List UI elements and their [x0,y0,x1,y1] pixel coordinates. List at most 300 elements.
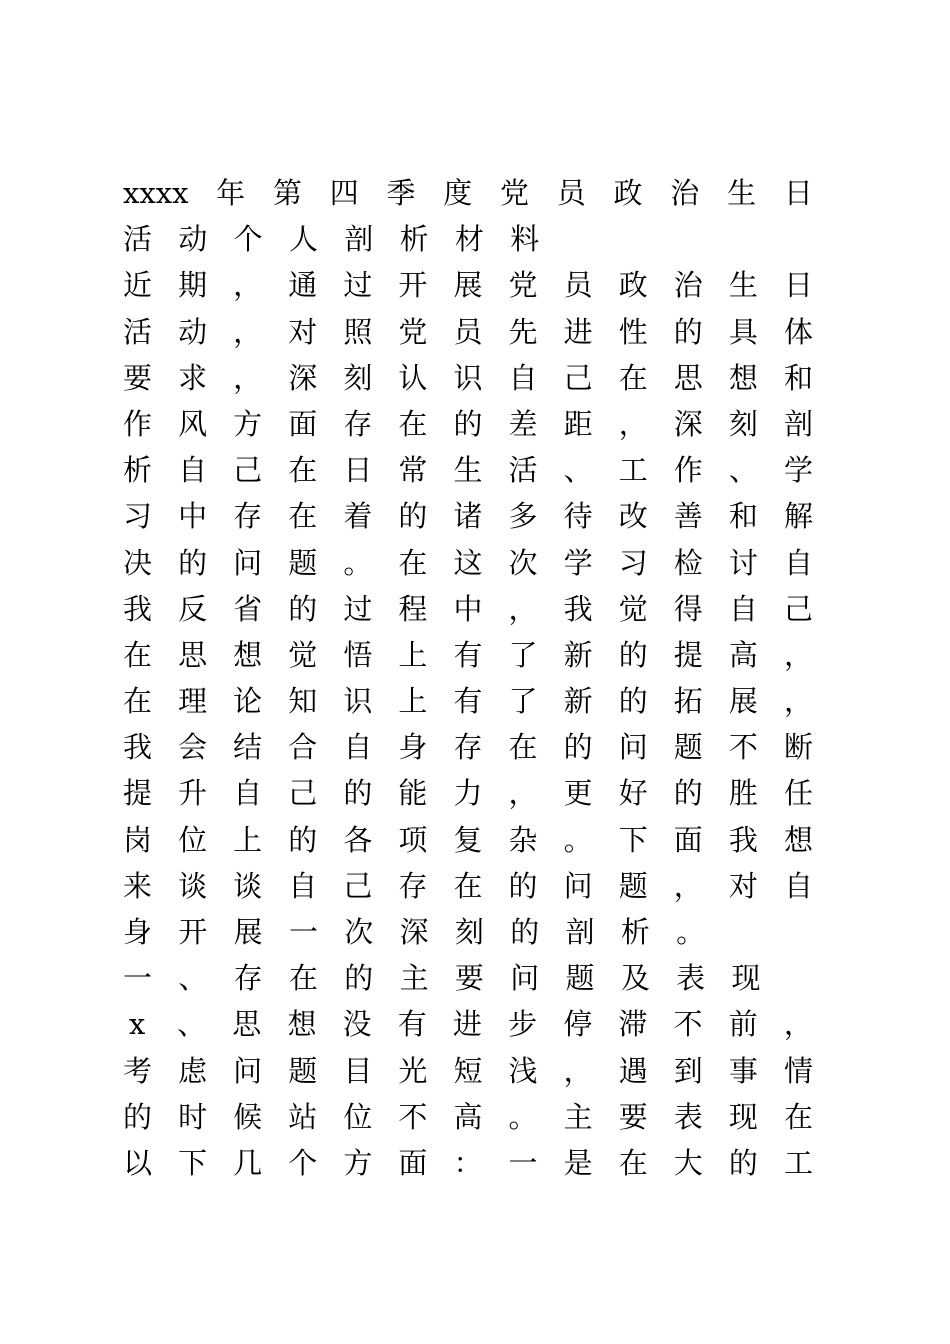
paragraph-line [123,770,813,816]
text-glyph: 没 [342,1007,372,1042]
paragraph-line [123,1001,813,1047]
text-glyph: 结 [233,730,263,765]
text-glyph: 题 [565,961,595,996]
text-glyph: ， [673,868,703,903]
text-glyph: 自 [343,730,373,765]
text-glyph: 在 [618,1145,648,1180]
text-glyph: 过 [343,591,373,626]
text-glyph: 题 [288,1053,318,1088]
text-glyph: 党 [508,268,538,303]
text-glyph: 和 [728,499,758,534]
text-glyph: 具 [728,314,758,349]
text-glyph: 步 [508,1007,538,1042]
text-glyph: 在 [398,545,428,580]
text-glyph: 工 [783,1145,813,1180]
text-glyph: 。 [676,915,706,949]
text-glyph: 进 [452,1007,482,1042]
text-glyph: 在 [453,868,483,903]
text-glyph: 升 [178,776,208,811]
text-glyph: 问 [510,961,540,996]
text-glyph: 下 [178,1145,208,1180]
text-glyph: 合 [288,730,318,765]
text-glyph: 更 [563,776,593,811]
text-glyph: 题 [618,868,648,903]
text-glyph: 开 [398,268,428,303]
text-glyph: 的 [728,1145,758,1180]
text-glyph: 自 [288,868,318,903]
text-glyph: 的 [508,868,538,903]
paragraph-line [123,586,813,632]
text-glyph: x [128,1007,146,1042]
text-glyph: 治 [673,268,703,303]
text-glyph: ， [783,637,813,672]
text-glyph: 方 [233,406,263,441]
text-glyph: 日 [783,176,813,210]
text-glyph: 次 [508,545,538,580]
text-glyph: 动 [178,314,208,349]
paragraph-line [123,1140,813,1186]
text-glyph: 中 [178,499,208,534]
text-glyph: 党 [398,314,428,349]
text-glyph: 讨 [728,545,758,580]
text-glyph: 期 [178,268,208,303]
text-glyph: 在 [288,453,318,488]
paragraph-line [123,817,813,863]
text-glyph: 想 [233,637,263,672]
text-glyph: 、 [178,961,208,996]
text-glyph: 知 [288,684,318,719]
text-glyph: 剖 [565,915,595,949]
paragraph-line [123,447,813,493]
text-glyph: 现 [728,1099,758,1134]
text-glyph: 在 [288,961,318,996]
text-glyph: 的 [123,1099,153,1134]
text-glyph: 活 [123,222,153,257]
text-glyph: 存 [453,730,483,765]
text-glyph: 展 [233,915,263,949]
text-glyph: 中 [453,591,483,626]
text-glyph: 生 [453,453,483,488]
text-glyph: 一 [508,1145,538,1180]
text-glyph: 虑 [178,1053,208,1088]
text-glyph: 有 [453,684,483,719]
text-glyph: 杂 [508,822,538,857]
text-glyph: 情 [783,1053,813,1088]
text-glyph: 存 [233,961,263,996]
text-glyph: 近 [123,268,153,303]
paragraph-line [123,955,813,1001]
text-glyph: 方 [343,1145,373,1180]
text-glyph: 时 [178,1099,208,1134]
text-glyph: 能 [398,776,428,811]
text-glyph: 通 [288,268,318,303]
text-glyph: 日 [343,453,373,488]
text-glyph: 料 [510,222,540,257]
text-glyph: 一 [288,915,318,949]
text-glyph: 位 [343,1099,373,1134]
text-glyph: 身 [398,730,428,765]
text-glyph: 、 [728,453,758,488]
text-glyph: 前 [728,1007,758,1042]
text-glyph: 上 [233,822,263,857]
text-glyph: 深 [288,360,318,395]
text-glyph: 光 [398,1053,428,1088]
text-glyph: 政 [613,176,643,210]
text-glyph: 不 [673,1007,703,1042]
text-glyph: 。 [343,545,373,580]
text-glyph: 程 [398,591,428,626]
text-glyph: 党 [500,176,530,210]
text-glyph: 自 [178,453,208,488]
text-glyph: 论 [233,684,263,719]
text-glyph: 的 [343,776,373,811]
text-glyph: 要 [454,961,484,996]
text-glyph: 己 [343,868,373,903]
text-glyph: 存 [343,406,373,441]
text-glyph: 着 [343,499,373,534]
text-glyph: 析 [620,915,650,949]
text-glyph: ： [453,1145,483,1180]
text-glyph: 深 [399,915,429,949]
text-glyph: 学 [783,453,813,488]
text-glyph: 深 [673,406,703,441]
text-glyph: 对 [728,868,758,903]
text-glyph: 下 [618,822,648,857]
text-glyph: 要 [123,360,153,395]
text-glyph: 会 [178,730,208,765]
text-glyph: 认 [398,360,428,395]
text-glyph: 识 [343,684,373,719]
text-glyph: 生 [728,268,758,303]
text-glyph: 目 [343,1053,373,1088]
text-glyph: ， [563,1053,593,1088]
text-glyph: ， [233,314,263,349]
text-glyph: 站 [288,1099,318,1134]
text-glyph: 面 [673,822,703,857]
text-glyph: 距 [563,406,593,441]
text-glyph: 的 [453,406,483,441]
text-glyph: 理 [178,684,208,719]
text-glyph: 在 [288,499,318,534]
text-glyph: 悟 [343,637,373,672]
text-glyph: 风 [178,406,208,441]
text-glyph: 到 [673,1053,703,1088]
text-glyph: 诸 [453,499,483,534]
text-glyph: 己 [563,360,593,395]
text-glyph: 识 [453,360,483,395]
text-glyph: 来 [123,868,153,903]
text-glyph: 政 [618,268,648,303]
text-glyph: 材 [454,222,484,257]
text-glyph: 展 [453,268,483,303]
text-glyph: 度 [443,176,473,210]
paragraph-line [123,863,813,909]
text-glyph: 滞 [618,1007,648,1042]
text-glyph: 习 [123,499,153,534]
text-glyph: 反 [178,591,208,626]
text-glyph: 我 [728,822,758,857]
text-glyph: 的 [673,314,703,349]
text-glyph: 照 [343,314,373,349]
text-glyph: 表 [676,961,706,996]
document-title-line [123,216,813,262]
text-glyph: 题 [673,730,703,765]
text-glyph: 剖 [783,406,813,441]
text-glyph: 活 [123,314,153,349]
text-glyph: 动 [178,222,208,257]
text-glyph: 个 [233,222,263,257]
text-glyph: 自 [783,868,813,903]
text-glyph: 的 [563,730,593,765]
text-glyph: 体 [783,314,813,349]
text-glyph: 任 [783,776,813,811]
paragraph-line [123,724,813,770]
text-glyph: 习 [618,545,648,580]
text-glyph: 上 [398,684,428,719]
text-glyph: 的 [398,499,428,534]
paragraph-line [123,309,813,355]
text-glyph: 刻 [343,360,373,395]
text-glyph: 要 [618,1099,648,1134]
text-glyph: 浅 [508,1053,538,1088]
text-glyph: 及 [620,961,650,996]
text-glyph: 四 [329,176,359,210]
text-glyph: ， [233,360,263,395]
text-glyph: 刻 [454,915,484,949]
text-glyph: 作 [673,453,703,488]
text-glyph: 胜 [728,776,758,811]
text-glyph: 谈 [178,868,208,903]
text-glyph: 性 [618,314,648,349]
text-glyph: 求 [178,360,208,395]
text-glyph: 有 [397,1007,427,1042]
text-glyph: 拓 [673,684,703,719]
paragraph-line [123,401,813,447]
text-glyph: 现 [731,961,761,996]
text-glyph: 思 [178,637,208,672]
text-glyph: 个 [288,1145,318,1180]
text-glyph: 短 [453,1053,483,1088]
text-glyph: 的 [618,684,648,719]
text-glyph: ， [618,406,648,441]
text-glyph: 提 [673,637,703,672]
text-glyph: 己 [233,453,263,488]
text-glyph: 员 [563,268,593,303]
text-glyph: 面 [398,1145,428,1180]
text-glyph: 自 [728,591,758,626]
text-glyph: 提 [123,776,153,811]
text-glyph: 项 [398,822,428,857]
text-glyph: 。 [563,822,593,857]
text-glyph: ， [233,268,263,303]
text-glyph: 。 [508,1099,538,1134]
text-glyph: 想 [728,360,758,395]
text-glyph: 问 [563,868,593,903]
text-glyph: 己 [783,591,813,626]
text-glyph: 学 [563,545,593,580]
text-glyph: 活 [508,453,538,488]
text-glyph: 对 [288,314,318,349]
text-glyph: 多 [508,499,538,534]
text-glyph: 了 [508,637,538,672]
text-glyph: 季 [386,176,416,210]
text-glyph: 面 [288,406,318,441]
text-glyph: 待 [563,499,593,534]
text-glyph: 想 [783,822,813,857]
text-glyph: 复 [453,822,483,857]
text-glyph: 各 [343,822,373,857]
text-glyph: 是 [563,1145,593,1180]
text-glyph: 以 [123,1145,153,1180]
text-glyph: 我 [123,730,153,765]
text-glyph: 检 [673,545,703,580]
text-glyph: 的 [510,915,540,949]
text-glyph: 在 [783,1099,813,1134]
text-glyph: 第 [272,176,302,210]
text-glyph: 遇 [618,1053,648,1088]
text-glyph: 的 [673,776,703,811]
text-glyph: 生 [727,176,757,210]
text-glyph: 善 [673,499,703,534]
text-glyph: 位 [178,822,208,857]
text-glyph: ， [508,776,538,811]
text-glyph: 事 [728,1053,758,1088]
text-glyph: 题 [288,545,318,580]
text-glyph: 、 [563,453,593,488]
paragraph-line [123,262,813,308]
text-glyph: 改 [618,499,648,534]
text-glyph: 在 [618,360,648,395]
text-glyph: 一 [123,961,153,996]
text-glyph: 员 [556,176,586,210]
text-glyph: 的 [344,961,374,996]
text-glyph: 刻 [728,406,758,441]
text-glyph: 高 [453,1099,483,1134]
paragraph-line [123,632,813,678]
text-glyph: 、 [177,1007,207,1042]
text-glyph: 自 [783,545,813,580]
text-glyph: 开 [178,915,208,949]
text-glyph: 次 [344,915,374,949]
paragraph-line [123,1094,813,1140]
paragraph-line [123,1048,813,1094]
text-glyph: 这 [453,545,483,580]
text-glyph: 差 [508,406,538,441]
text-glyph: 问 [233,1053,263,1088]
text-glyph: 觉 [618,591,648,626]
paragraph-line [123,355,813,401]
text-glyph: 员 [453,314,483,349]
text-glyph: 决 [123,545,153,580]
text-glyph: 停 [563,1007,593,1042]
text-glyph: ， [783,1007,813,1042]
text-glyph: 问 [233,545,263,580]
text-glyph: 力 [453,776,483,811]
text-glyph: ， [508,591,538,626]
text-glyph: 存 [233,499,263,534]
text-glyph: 上 [398,637,428,672]
text-glyph: 断 [783,730,813,765]
text-glyph: 省 [233,591,263,626]
text-glyph: 新 [563,684,593,719]
text-glyph: 不 [728,730,758,765]
text-glyph: 进 [563,314,593,349]
text-glyph: 我 [563,591,593,626]
text-glyph: 高 [728,637,758,672]
text-glyph: 岗 [123,822,153,857]
text-glyph: 的 [288,822,318,857]
text-glyph: 问 [618,730,648,765]
text-glyph: 己 [288,776,318,811]
text-glyph: 在 [398,406,428,441]
text-glyph: 年 [216,176,246,210]
text-glyph: 自 [233,776,263,811]
paragraph-line [123,493,813,539]
text-glyph: 了 [508,684,538,719]
text-glyph: 思 [232,1007,262,1042]
paragraph-line [123,678,813,724]
text-glyph: ， [783,684,813,719]
text-glyph: 的 [618,637,648,672]
document-body [123,170,813,1186]
text-glyph: 析 [123,453,153,488]
text-glyph: 日 [783,268,813,303]
text-glyph: 的 [178,545,208,580]
text-glyph: 的 [288,591,318,626]
text-glyph: 好 [618,776,648,811]
text-glyph: 自 [508,360,538,395]
text-glyph: 人 [288,222,318,257]
text-glyph: 主 [563,1099,593,1134]
text-glyph: 身 [123,915,153,949]
document-title-line [123,170,813,216]
text-glyph: 几 [233,1145,263,1180]
text-glyph: 工 [618,453,648,488]
text-glyph: 作 [123,406,153,441]
text-glyph: 在 [123,684,153,719]
text-glyph: 得 [673,591,703,626]
text-glyph: 解 [783,499,813,534]
text-glyph: 常 [398,453,428,488]
text-glyph: 想 [287,1007,317,1042]
text-glyph: 觉 [288,637,318,672]
text-glyph: xxxx [123,176,189,210]
text-glyph: 大 [673,1145,703,1180]
text-glyph: 思 [673,360,703,395]
text-glyph: 表 [673,1099,703,1134]
text-glyph: 谈 [233,868,263,903]
text-glyph: 存 [398,868,428,903]
text-glyph: 不 [398,1099,428,1134]
text-glyph: 析 [399,222,429,257]
text-glyph: 考 [123,1053,153,1088]
text-glyph: 在 [508,730,538,765]
text-glyph: 候 [233,1099,263,1134]
paragraph-line [123,540,813,586]
text-glyph: 治 [670,176,700,210]
paragraph-line [123,909,813,955]
text-glyph: 展 [728,684,758,719]
text-glyph: 我 [123,591,153,626]
text-glyph: 先 [508,314,538,349]
text-glyph: 有 [453,637,483,672]
text-glyph: 和 [783,360,813,395]
text-glyph: 在 [123,637,153,672]
text-glyph: 主 [399,961,429,996]
text-glyph: 剖 [344,222,374,257]
text-glyph: 新 [563,637,593,672]
text-glyph: 过 [343,268,373,303]
